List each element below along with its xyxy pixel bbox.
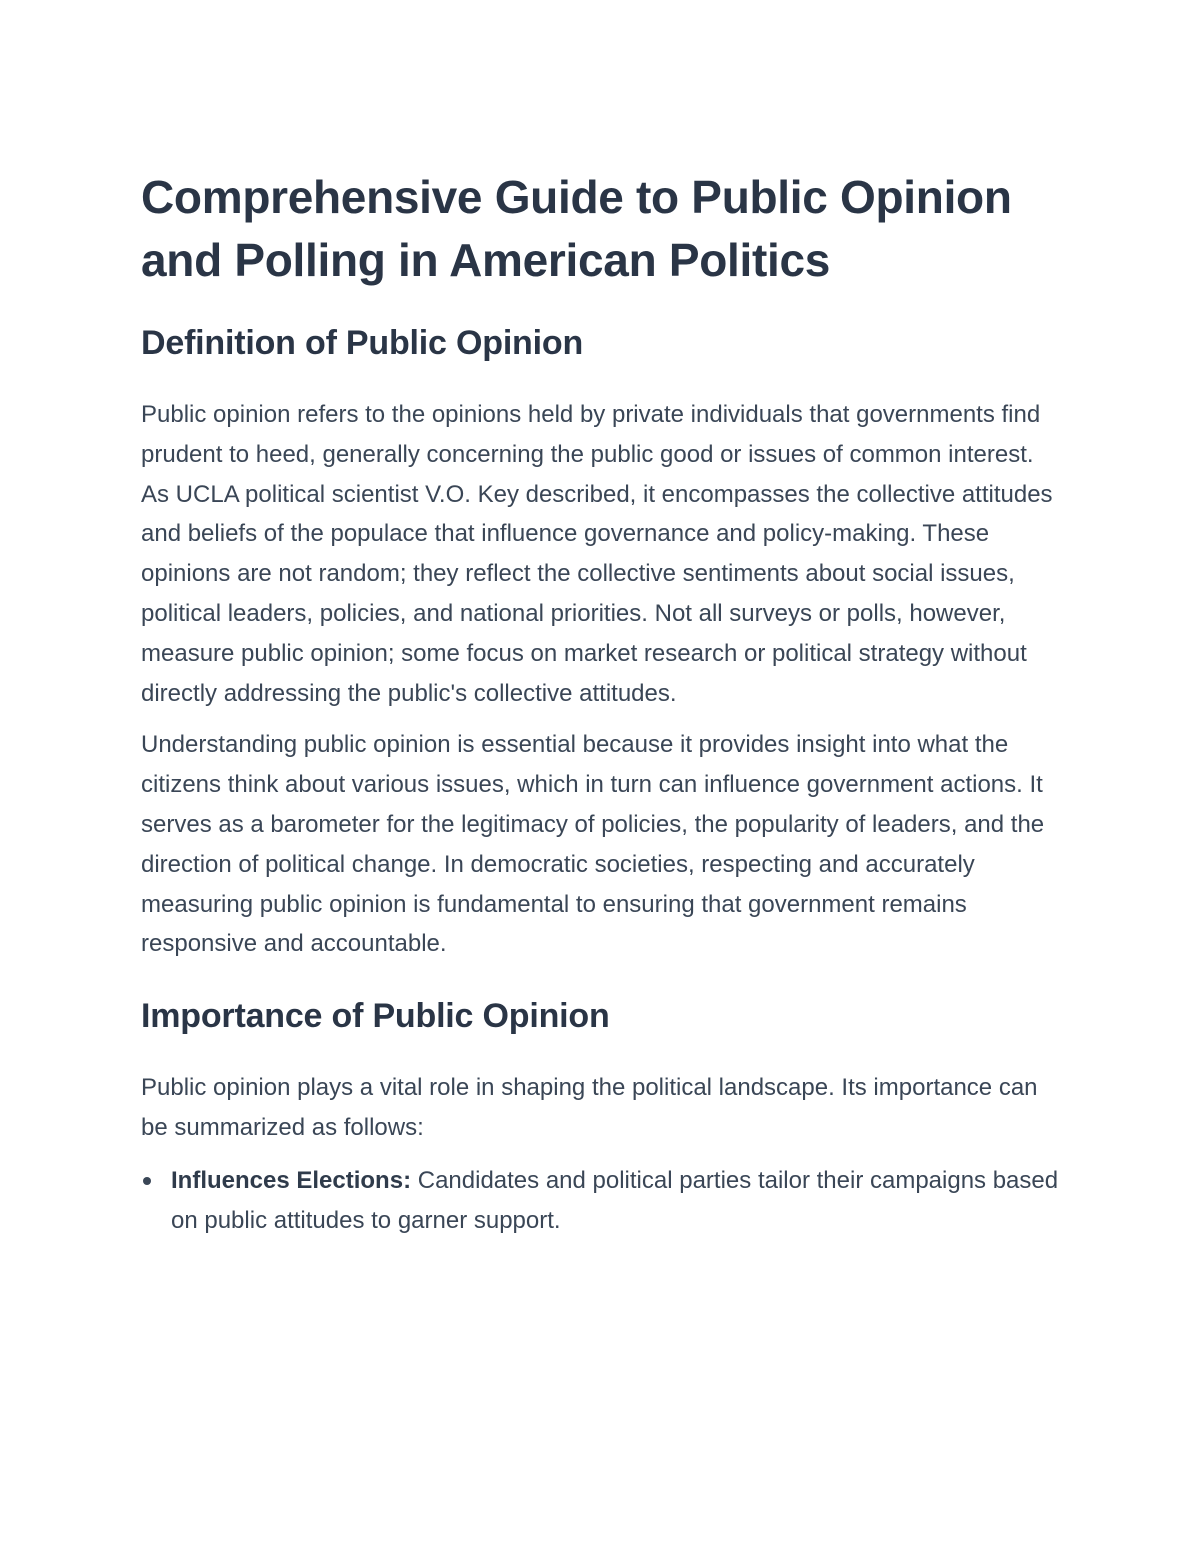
paragraph: Public opinion plays a vital role in shaping the political landscape. Its importance can be summarized as follows:	[141, 1074, 1038, 1141]
list-item	[141, 1161, 1066, 1241]
document-title: Comprehensive Guide to Public Opinion and Polling in American Politics	[141, 171, 1012, 286]
paragraph: Understanding public opinion is essential because it provides insight into what the citizens think about various issues, which in turn can influence government actions. It serves as a barometer for the legitimacy of policies, the popularity of leaders, and the direction of political change. In democratic societies, respecting and accurately measuring public opinion is fundamental to ensuring that government remains responsive and accountable.	[141, 731, 1045, 958]
section-heading-definition: Definition of Public Opinion	[141, 324, 584, 362]
list-item-text: Candidates and political parties tailor their campaigns based on public attitudes to garner support.	[171, 1166, 1059, 1234]
list-item-term: Influences Elections:	[171, 1166, 412, 1194]
paragraph: Public opinion refers to the opinions held by private individuals that governments find prudent to heed, generally concerning the public good or issues of common interest. As UCLA political scientist V.O. Key described, it encompasses the collective attitudes and beliefs of the populace that influence governance and policy-making. These opinions are not random; they reflect the collective sentiments about social issues, political leaders, policies, and national priorities. Not all surveys or polls, however, measure public opinion; some focus on market research or political strategy without directly addressing the public's collective attitudes.	[141, 401, 1053, 707]
bullet-icon	[143, 1177, 151, 1185]
document-page	[141, 166, 1066, 1240]
importance-list	[141, 1161, 1066, 1241]
section-heading-importance: Importance of Public Opinion	[141, 997, 610, 1036]
